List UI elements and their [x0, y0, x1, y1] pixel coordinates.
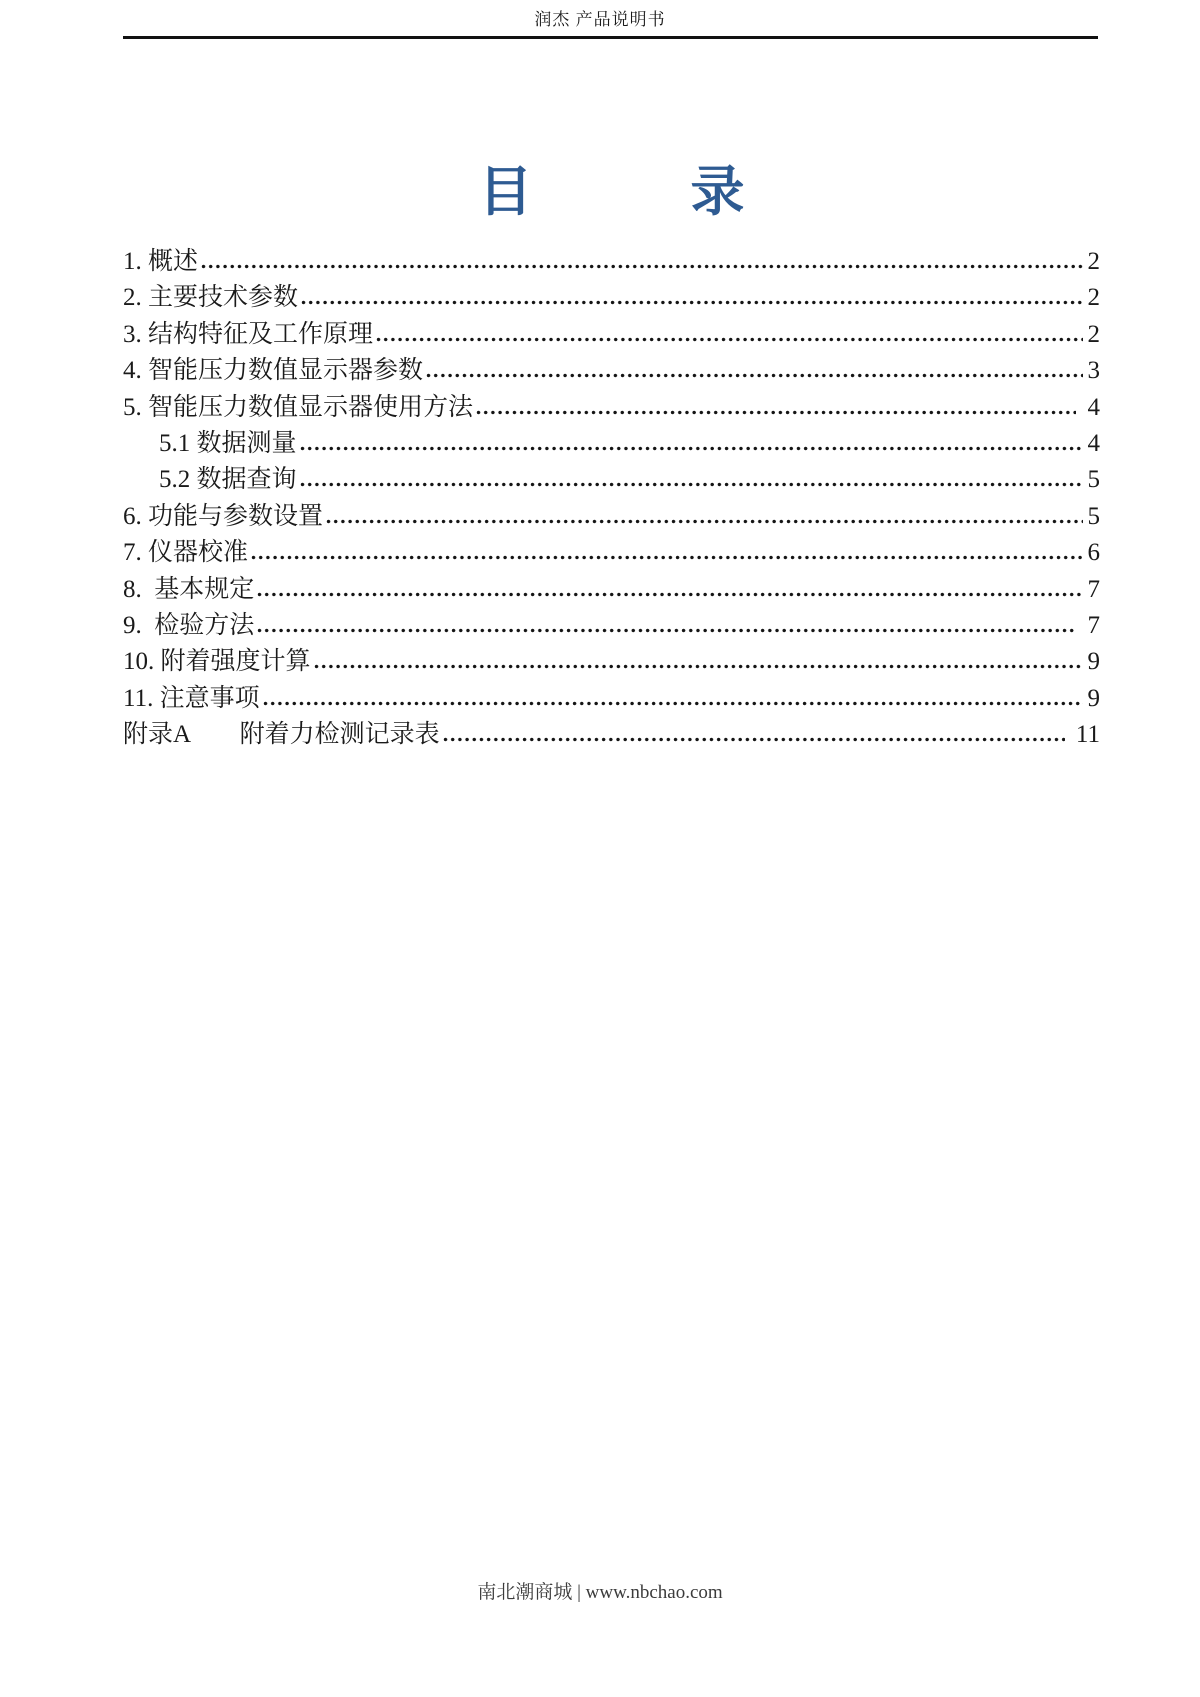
toc-entry-page: 5: [1087, 502, 1100, 530]
dot-leader: [476, 410, 1076, 415]
toc-entry-label[interactable]: 8. 基本规定: [123, 575, 255, 603]
toc-entry-page: 2: [1087, 320, 1100, 348]
toc-entry[interactable]: [123, 532, 1100, 568]
toc-entry[interactable]: [123, 569, 1100, 605]
page-footer-text: 南北潮商城 | www.nbchao.com: [477, 1582, 723, 1603]
toc-entry-page: 4: [1081, 393, 1100, 421]
dot-leader: [326, 519, 1082, 524]
header-divider-rule: [123, 36, 1098, 39]
toc-entry-label[interactable]: 1. 概述: [123, 248, 199, 275]
toc-entry[interactable]: [123, 605, 1100, 641]
toc-entry-label[interactable]: 9. 检验方法: [123, 611, 255, 639]
toc-subentry[interactable]: [123, 423, 1100, 459]
toc-entry-label[interactable]: 5. 智能压力数值显示器使用方法: [123, 393, 474, 421]
dot-leader: [301, 300, 1082, 305]
toc-entry-label[interactable]: 10. 附着强度计算: [123, 648, 311, 676]
toc-entry-label[interactable]: 7. 仪器校准: [123, 539, 249, 567]
toc-entry-label[interactable]: 附录A 附着力检测记录表: [123, 721, 440, 749]
toc-entry-page: 6: [1087, 539, 1100, 567]
toc-entry[interactable]: [123, 678, 1100, 714]
toc-entry-label[interactable]: 2. 主要技术参数: [123, 284, 299, 312]
toc-entry[interactable]: [123, 641, 1100, 677]
dot-leader: [426, 373, 1082, 378]
dot-leader: [314, 664, 1083, 669]
toc-entry-label[interactable]: 5.2 数据查询: [159, 466, 297, 494]
toc-entry-label[interactable]: 3. 结构特征及工作原理: [123, 320, 374, 348]
dot-leader: [443, 737, 1065, 742]
toc-entry-page: 9: [1087, 648, 1100, 676]
toc-entry-page: 9: [1087, 684, 1100, 712]
dot-leader: [257, 592, 1082, 597]
toc-entry[interactable]: [123, 387, 1100, 423]
toc-title: [123, 162, 1100, 222]
toc-entry-label[interactable]: 5.1 数据测量: [159, 429, 297, 457]
toc-entry[interactable]: [123, 277, 1100, 313]
toc-title-char-left: 目: [478, 162, 533, 222]
toc-entry-page: 7: [1087, 575, 1100, 603]
dot-leader: [201, 264, 1082, 269]
dot-leader: [257, 628, 1076, 633]
toc-list: [123, 241, 1100, 750]
toc-entry-page: 5: [1087, 466, 1100, 494]
toc-entry-page: 2: [1087, 248, 1100, 275]
toc-page-content: [123, 162, 1100, 750]
toc-entry[interactable]: [123, 350, 1100, 386]
toc-subentry[interactable]: [123, 459, 1100, 495]
toc-entry-page: 3: [1087, 357, 1100, 385]
dot-leader: [300, 482, 1083, 487]
toc-entry-label[interactable]: 11. 注意事项: [123, 684, 260, 712]
toc-entry-page: 4: [1087, 429, 1100, 457]
toc-entry-page: 7: [1081, 611, 1100, 639]
dot-leader: [376, 337, 1082, 342]
toc-entry-page: 2: [1087, 284, 1100, 312]
dot-leader: [300, 446, 1083, 451]
dot-leader: [251, 555, 1082, 560]
toc-entry[interactable]: [123, 496, 1100, 532]
toc-entry-label[interactable]: 6. 功能与参数设置: [123, 502, 324, 530]
toc-entry-appendix[interactable]: [123, 714, 1100, 750]
dot-leader: [263, 701, 1083, 706]
toc-entry-label[interactable]: 4. 智能压力数值显示器参数: [123, 357, 424, 385]
document-header-title: 润杰 产品说明书: [534, 10, 666, 29]
toc-title-char-right: 录: [690, 162, 745, 222]
toc-entry[interactable]: [123, 314, 1100, 350]
toc-entry[interactable]: [123, 241, 1100, 277]
toc-entry-page: 11: [1069, 721, 1100, 749]
